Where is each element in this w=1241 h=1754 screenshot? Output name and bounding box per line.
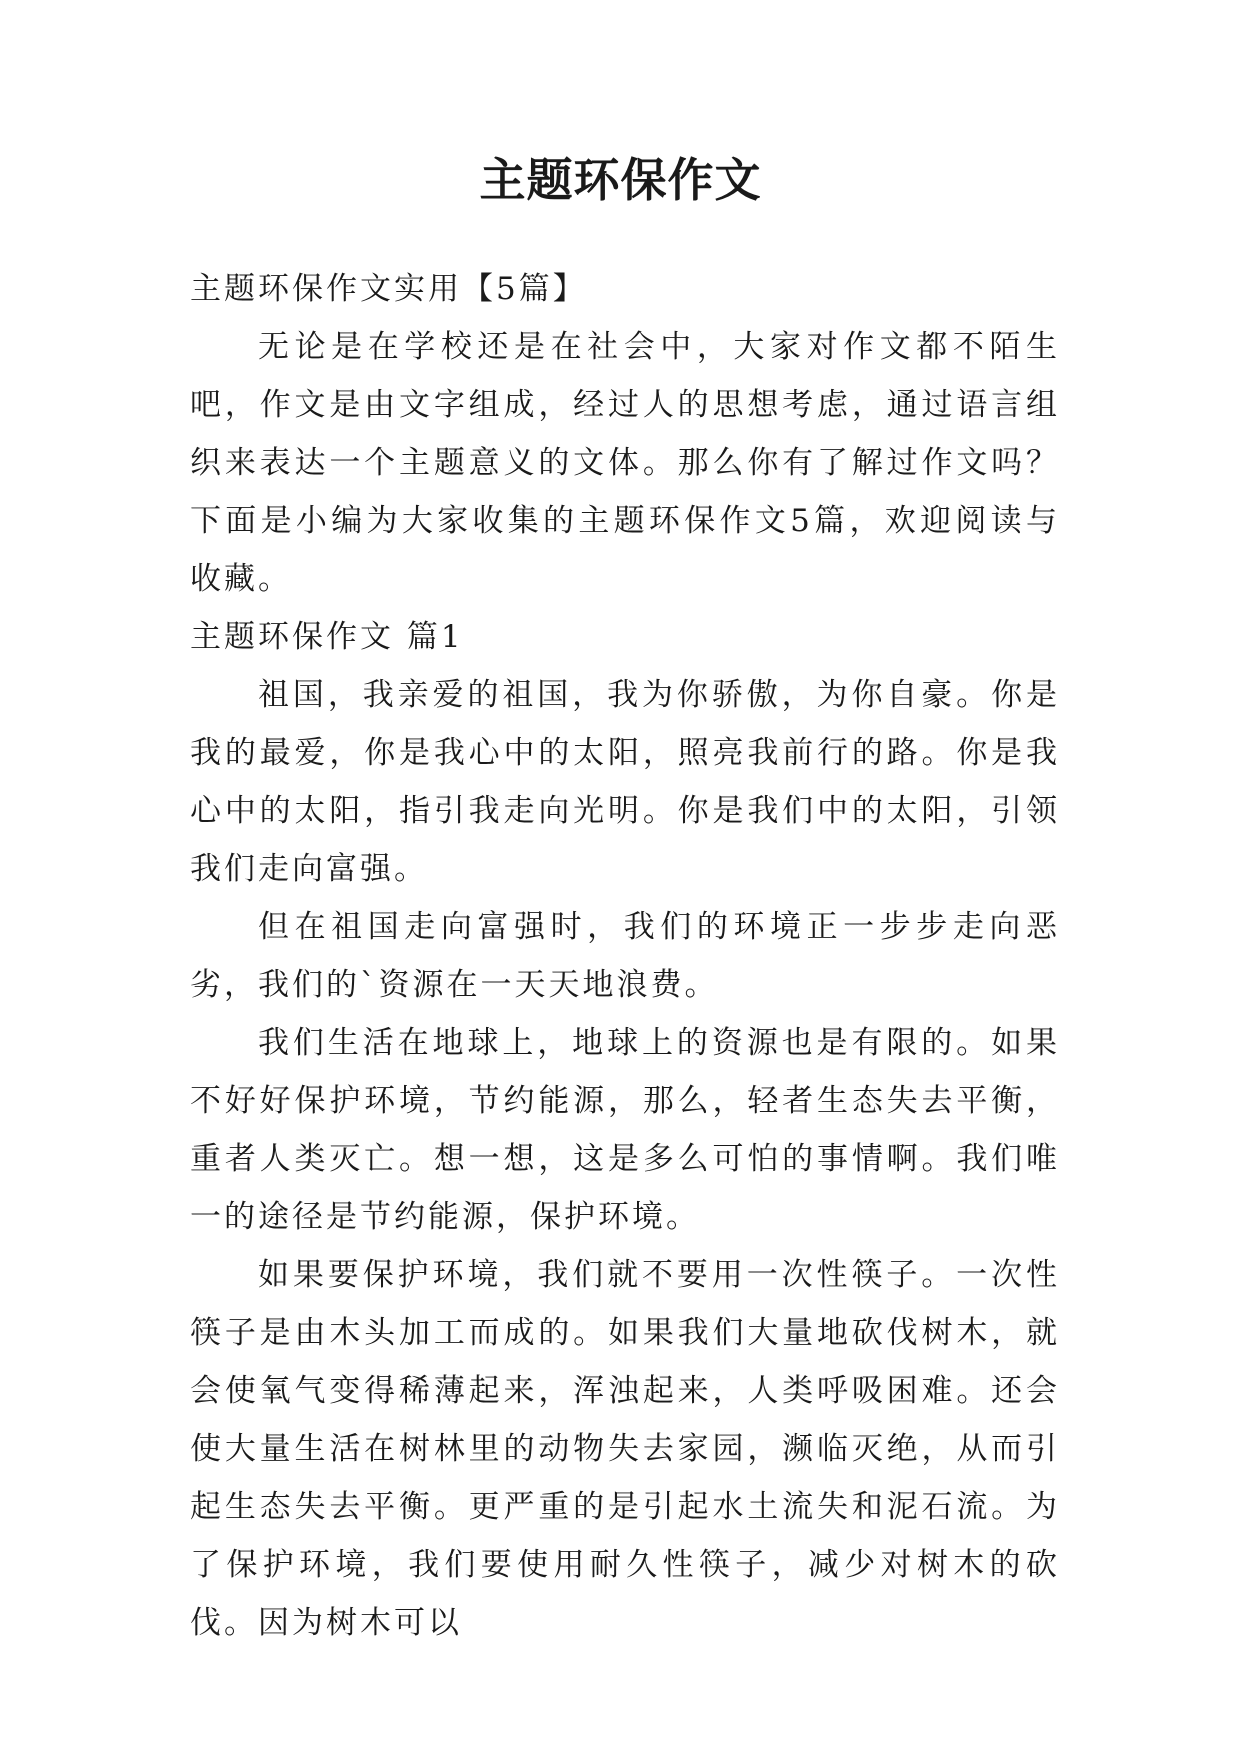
subtitle-heading: 主题环保作文实用【5篇】 [190, 271, 587, 307]
body-paragraph: 但在祖国走向富强时，我们的环境正一步步走向恶劣，我们的`资源在一天天地浪费。 [190, 909, 1060, 1003]
body-paragraph: 祖国，我亲爱的祖国，我为你骄傲，为你自豪。你是我的最爱，你是我心中的太阳，照亮我前行的路。你是我心中的太阳，指引我走向光明。你是我们中的太阳，引领我们走向富强。 [190, 677, 1060, 887]
body-paragraph: 如果要保护环境，我们就不要用一次性筷子。一次性筷子是由木头加工而成的。如果我们大量地砍伐树木，就会使氧气变得稀薄起来，浑浊起来，人类呼吸困难。还会使大量生活在树林里的动物失去家园，濒临灭绝，从而引起生态失去平衡。更严重的是引起水土流失和泥石流。为了保护环境，我们要使用耐久性筷子，减少对树木的砍伐。因为树木可以 [190, 1257, 1060, 1641]
body-paragraph: 我们生活在地球上，地球上的资源也是有限的。如果不好好保护环境，节约能源，那么，轻者生态失去平衡，重者人类灭亡。想一想，这是多么可怕的事情啊。我们唯一的途径是节约能源，保护环境。 [190, 1025, 1060, 1235]
page-title: 主题环保作文 [479, 153, 762, 207]
intro-paragraph: 无论是在学校还是在社会中，大家对作文都不陌生吧，作文是由文字组成，经过人的思想考虑，通过语言组织来表达一个主题意义的文体。那么你有了解过作文吗？下面是小编为大家收集的主题环保作文5篇，欢迎阅读与收藏。 [190, 329, 1060, 597]
document-body [190, 260, 1060, 1652]
section-heading: 主题环保作文 篇1 [190, 619, 464, 655]
